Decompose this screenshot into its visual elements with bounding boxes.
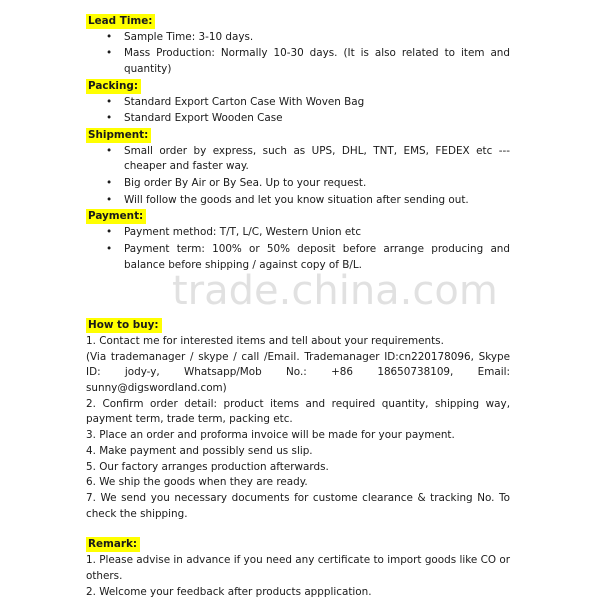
how-to-buy-heading: How to buy: (86, 318, 162, 333)
bullet-icon: • (106, 242, 113, 255)
list-item: • Standard Export Carton Case With Woven Bag (86, 95, 510, 111)
bullet-icon: • (106, 112, 113, 125)
how-to-buy-line: 4. Make payment and possibly send us slip. (86, 444, 313, 457)
how-to-buy-line: 1. Contact me for interested items and tell about your requirements. (86, 334, 444, 347)
bullet-icon: • (106, 226, 113, 239)
bullet-icon: • (106, 95, 113, 108)
lead-time-heading: Lead Time: (86, 14, 155, 29)
payment-heading: Payment: (86, 209, 146, 224)
list-item: • Will follow the goods and let you know situation after sending out. (86, 193, 510, 209)
how-to-buy-line: 6. We ship the goods when they are ready. (86, 476, 308, 489)
list-item: • Payment term: 100% or 50% deposit before arrange producing and balance before shipping / against copy of B/L. (106, 242, 510, 271)
packing-heading: Packing: (86, 79, 141, 94)
lead-time-section (86, 14, 510, 78)
how-to-buy-line: 5. Our factory arranges production afterwards. (86, 460, 329, 473)
section-gap (86, 522, 510, 537)
how-to-buy-line: 2. Confirm order detail: product items and required quantity, shipping way, payment term, trade term, packing etc. (86, 397, 510, 426)
how-to-buy-line: (Via trademanager / skype / call /Email. Trademanager ID:cn220178096, Skype ID: jody-y, Whatsapp/Mob No.: +86 18650738109, Email: sunny@digswordland.com) (86, 350, 510, 395)
watermark-text: trade.china.com (172, 268, 498, 314)
list-item: • Payment method: T/T, L/C, Western Union etc (86, 225, 510, 241)
list-item: • Sample Time: 3-10 days. (86, 30, 510, 46)
remark-section (86, 537, 510, 600)
bullet-icon: • (106, 144, 113, 157)
shipment-heading: Shipment: (86, 128, 151, 143)
bullet-icon: • (106, 30, 113, 43)
payment-section (86, 209, 510, 273)
remark-line: 1. Please advise in advance if you need any certificate to import goods like CO or others. (86, 554, 510, 582)
remark-heading: Remark: (86, 537, 140, 552)
bullet-icon: • (106, 47, 113, 60)
list-item: • Mass Production: Normally 10-30 days. (It is also related to item and quantity) (106, 47, 510, 76)
list-item: • Big order By Air or By Sea. Up to your request. (86, 176, 510, 192)
bullet-icon: • (106, 177, 113, 190)
shipment-section (86, 128, 510, 209)
bullet-icon: • (106, 193, 113, 206)
remark-line: 2. Welcome your feedback after products appplication. (86, 585, 372, 598)
how-to-buy-line: 3. Place an order and proforma invoice will be made for your payment. (86, 429, 455, 442)
how-to-buy-line: 7. We send you necessary documents for custome clearance & tracking No. To check the shipping. (86, 491, 510, 520)
how-to-buy-section (86, 318, 510, 522)
list-item: • Standard Export Wooden Case (86, 111, 510, 127)
packing-section (86, 79, 510, 127)
list-item: • Small order by express, such as UPS, DHL, TNT, EMS, FEDEX etc --- cheaper and faster way. (106, 144, 510, 173)
